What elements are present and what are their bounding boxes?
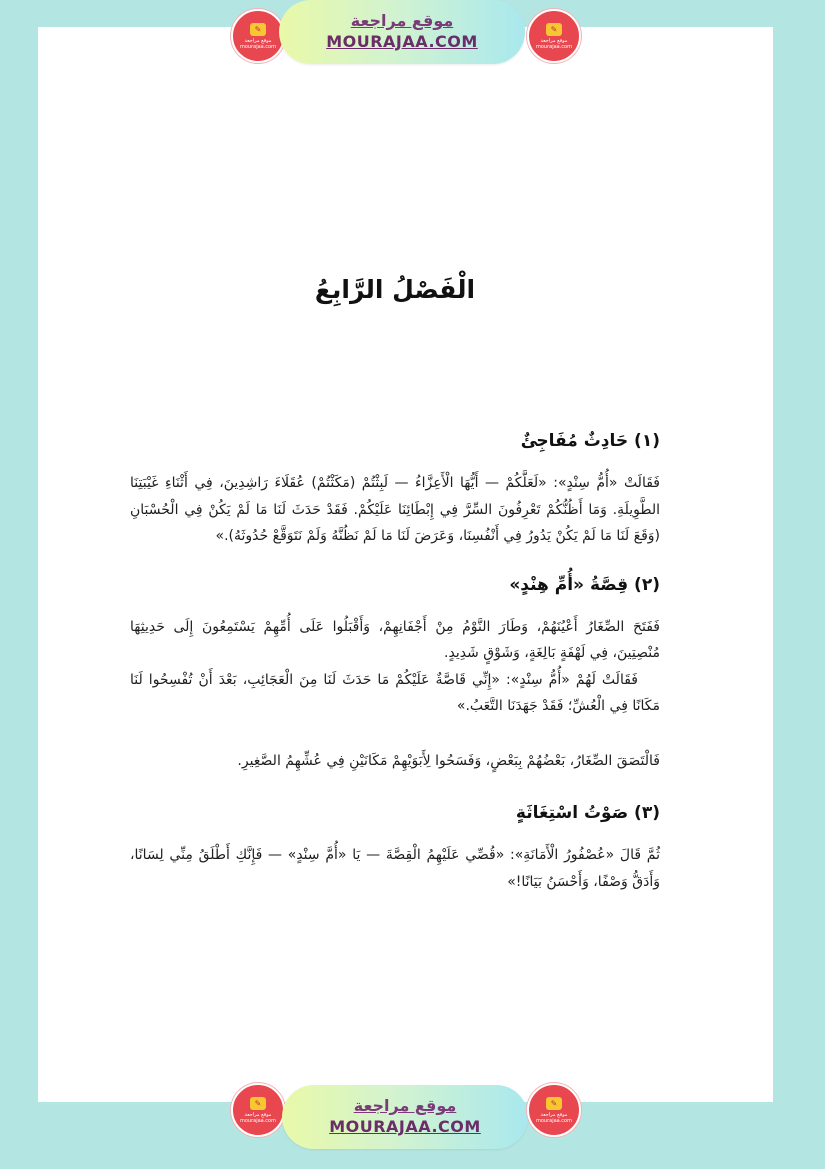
- site-logo-badge[interactable]: [231, 1083, 285, 1137]
- site-banner-link[interactable]: [282, 1085, 528, 1149]
- book-icon: ✎: [250, 1097, 266, 1110]
- section-title: (٢) قِصَّةُ «أُمِّ هِنْدٍ»: [509, 574, 660, 595]
- paragraph: فَقَالَتْ لَهُمْ «أُمُّ سِنْدٍ»: «إِنِّي قَاصَّةٌ عَلَيْكُمْ مَا حَدَثَ لَنَا مِنَ الْعَجَائِبِ، بَعْدَ أَنْ تُفْسِحُوا لَنَا مَكَانًا فِي الْعُشِّ؛ فَقَدْ جَهَدَنَا التَّعَبُ.»: [130, 671, 660, 714]
- site-banner-link[interactable]: [279, 0, 525, 64]
- paragraph: ثُمَّ قَالَ «عُصْفُورُ الْأَمَانَةِ»: «قُصِّي عَلَيْهِمُ الْقِصَّةَ — يَا «أُمَّ سِنْدٍ» — فَإِنَّكِ أَطْلَقُ مِنِّي لِسَانًا، وَأَدَقُّ وَصْفًا، وَأَحْسَنُ بَيَانًا!»: [130, 847, 660, 890]
- paragraph: فَفَتَحَ الصِّغَارُ أَعْيُنَهُمْ، وَطَارَ النَّوْمُ مِنْ أَجْفَانِهِمْ، وَأَقْبَلُوا عَلَى أُمِّهِمْ يَسْتَمِعُونَ إِلَى حَدِيثِهَا مُنْصِتِينَ، فِي لَهْفَةٍ بَالِغَةٍ، وَشَوْقٍ شَدِيدٍ.: [130, 618, 660, 661]
- paragraph: فَقَالَتْ «أُمُّ سِنْدٍ»: «لَعَلَّكُمْ — أَيُّهَا الْأَعِزَّاءُ — لَبِثْتُمْ (مَكَثْتُمْ) عُقَلَاءَ رَاشِدِينَ، فِي أَثْنَاءِ غَيْبَتِنَا الطَّوِيلَةِ. وَمَا أَظُنُّكُمْ تَعْرِفُونَ السِّرَّ فِي إِبْطَائِنَا عَلَيْكُمْ. فَقَدْ حَدَثَ لَنَا مَا لَمْ يَكُنْ فِي الْحُسْبَانِ (وَقَعَ لَنَا مَا لَمْ يَكُنْ يَدُورُ فِي أَنْفُسِنَا، وَعَرَضَ لَنَا مَا لَمْ نَظُنَّهُ وَلَمْ نَتَوَقَّعْ حُدُوثَهُ).»: [130, 475, 660, 544]
- site-name-arabic: موقع مراجعة: [353, 1096, 457, 1115]
- site-logo-badge[interactable]: [231, 9, 285, 63]
- site-logo-badge[interactable]: [527, 9, 581, 63]
- book-icon: ✎: [546, 23, 562, 36]
- paragraph: فَالْتَصَقَ الصِّغَارُ، بَعْضُهُمْ بِبَعْضٍ، وَفَسَحُوا لِأَبَوَيْهِمْ مَكَانَيْنِ فِي عُشِّهِمُ الصَّغِيرِ.: [237, 752, 660, 769]
- site-logo-badge[interactable]: [527, 1083, 581, 1137]
- site-name-arabic: موقع مراجعة: [350, 11, 454, 30]
- chapter-title: الْفَصْلُ الرَّابِعُ: [314, 275, 476, 304]
- badge-label: موقع مراجعة mourajaa.com: [239, 1111, 276, 1124]
- section-title: (١) حَادِثٌ مُفَاجِئٌ: [520, 431, 660, 451]
- section-title: (٣) صَوْتُ اسْتِغَاثَةٍ: [515, 803, 660, 823]
- site-domain: MOURAJAA.COM: [329, 1117, 481, 1136]
- book-icon: ✎: [546, 1097, 562, 1110]
- book-icon: ✎: [250, 23, 266, 36]
- badge-label: موقع مراجعة mourajaa.com: [535, 1111, 572, 1124]
- badge-label: موقع مراجعة mourajaa.com: [239, 37, 276, 50]
- site-domain: MOURAJAA.COM: [326, 32, 478, 51]
- document-body: [130, 270, 660, 895]
- badge-label: موقع مراجعة mourajaa.com: [535, 37, 572, 50]
